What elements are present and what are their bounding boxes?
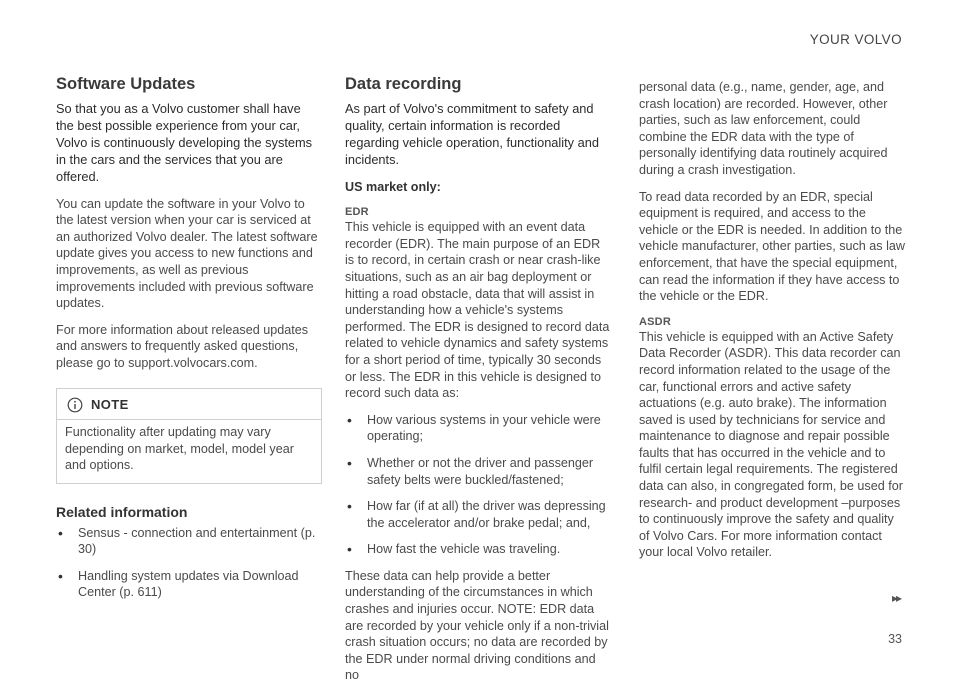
list-item: • How various systems in your vehicle were operating; <box>345 412 612 445</box>
asdr-paragraph: This vehicle is equipped with an Active Safety Data Recorder (ASDR). This data recorder can record information related to the usage of the car, functional errors and active safety actuations (e.g. auto brake). The information saved is used by technicians for service and maintenance to diagnose and repair possible faults that has occurred in the vehicle and to fulfil certain legal requirements. The registered data can also, in congregated form, be used for research- and product development –purposes to continuously improve the safety and quality of Volvo Cars. For more information contact your local Volvo retailer. <box>639 329 903 560</box>
list-item: • Whether or not the driver and passenger safety belts were buckled/fastened; <box>345 455 612 488</box>
page-number: 33 <box>888 632 902 646</box>
edr-paragraph: This vehicle is equipped with an event data recorder (EDR). The main purpose of an EDR is to record, in certain crash or near crash-like situations, such as an air bag deployment or hitting a road obstacle, data that will assist in understanding how a vehicle's systems performed. The EDR is designed to record data related to vehicle dynamics and safety systems for a short period of time, typically 30 seconds or less. The EDR in this vehicle is designed to record such data as: <box>345 220 610 401</box>
read-edr-paragraph: To read data recorded by an EDR, special equipment is required, and access to the vehicle or the EDR is needed. In addition to the vehicle manufacturer, other parties, such as law enforcement, that have the special equipment, can read the information if they have access to the vehicle or the EDR. <box>639 189 905 304</box>
note-header <box>57 389 321 420</box>
column-data-recording-continued <box>639 79 907 571</box>
column-software-updates <box>56 76 322 611</box>
software-updates-title: Software Updates <box>56 75 196 93</box>
note-box <box>56 388 322 484</box>
asdr-heading: ASDR <box>639 315 671 328</box>
edr-circumstances-paragraph: These data can help provide a better understanding of the circumstances in which crashes and injuries occur. NOTE: EDR data are recorded by your vehicle only if a non-trivial crash situation occurs; no data are recorded by the EDR under normal driving conditions and no <box>345 568 609 683</box>
related-information-list <box>56 525 322 601</box>
data-recording-title: Data recording <box>345 75 462 93</box>
note-label: NOTE <box>91 396 129 412</box>
list-item: • How far (if at all) the driver was depressing the accelerator and/or brake pedal; and, <box>345 498 612 531</box>
info-icon <box>67 397 83 413</box>
edr-data-list <box>345 412 612 558</box>
software-updates-paragraph-2: For more information about released updates and answers to frequently asked questions, please go to support.volvocars.com. <box>56 322 309 370</box>
software-updates-paragraph-1: You can update the software in your Volvo to the latest version when your car is serviced at an authorized Volvo dealer. The latest software update gives you access to new functions and improvements, as well as previous improvements included with previous software updates. <box>56 196 318 311</box>
list-item: • How fast the vehicle was traveling. <box>345 541 612 558</box>
software-updates-lead: So that you as a Volvo customer shall have the best possible experience from your car, Volvo is continuously developing the systems in the cars and the services that you are offered. <box>56 100 313 184</box>
note-text: Functionality after updating may vary depending on market, model, model year and options. <box>57 419 321 474</box>
section-header: YOUR VOLVO <box>809 32 902 47</box>
continued-arrow-icon: ▸▸ <box>891 591 900 605</box>
related-information-title: Related information <box>56 503 188 520</box>
related-link-sensus[interactable]: • Sensus - connection and entertainment (p. 30) <box>56 525 322 558</box>
related-link-download-center[interactable]: • Handling system updates via Download Center (p. 611) <box>56 568 322 601</box>
personal-data-paragraph: personal data (e.g., name, gender, age, and crash location) are recorded. However, other parties, such as law enforcement, could combine the EDR data with the type of personally identifying data routinely acquired during a crash investigation. <box>639 80 888 177</box>
data-recording-lead: As part of Volvo's commitment to safety and quality, certain information is recorded regarding vehicle operation, functionality and incidents. <box>345 100 599 167</box>
edr-heading: EDR <box>345 206 369 219</box>
column-data-recording <box>345 76 612 694</box>
us-market-only-label: US market only: <box>345 179 441 194</box>
